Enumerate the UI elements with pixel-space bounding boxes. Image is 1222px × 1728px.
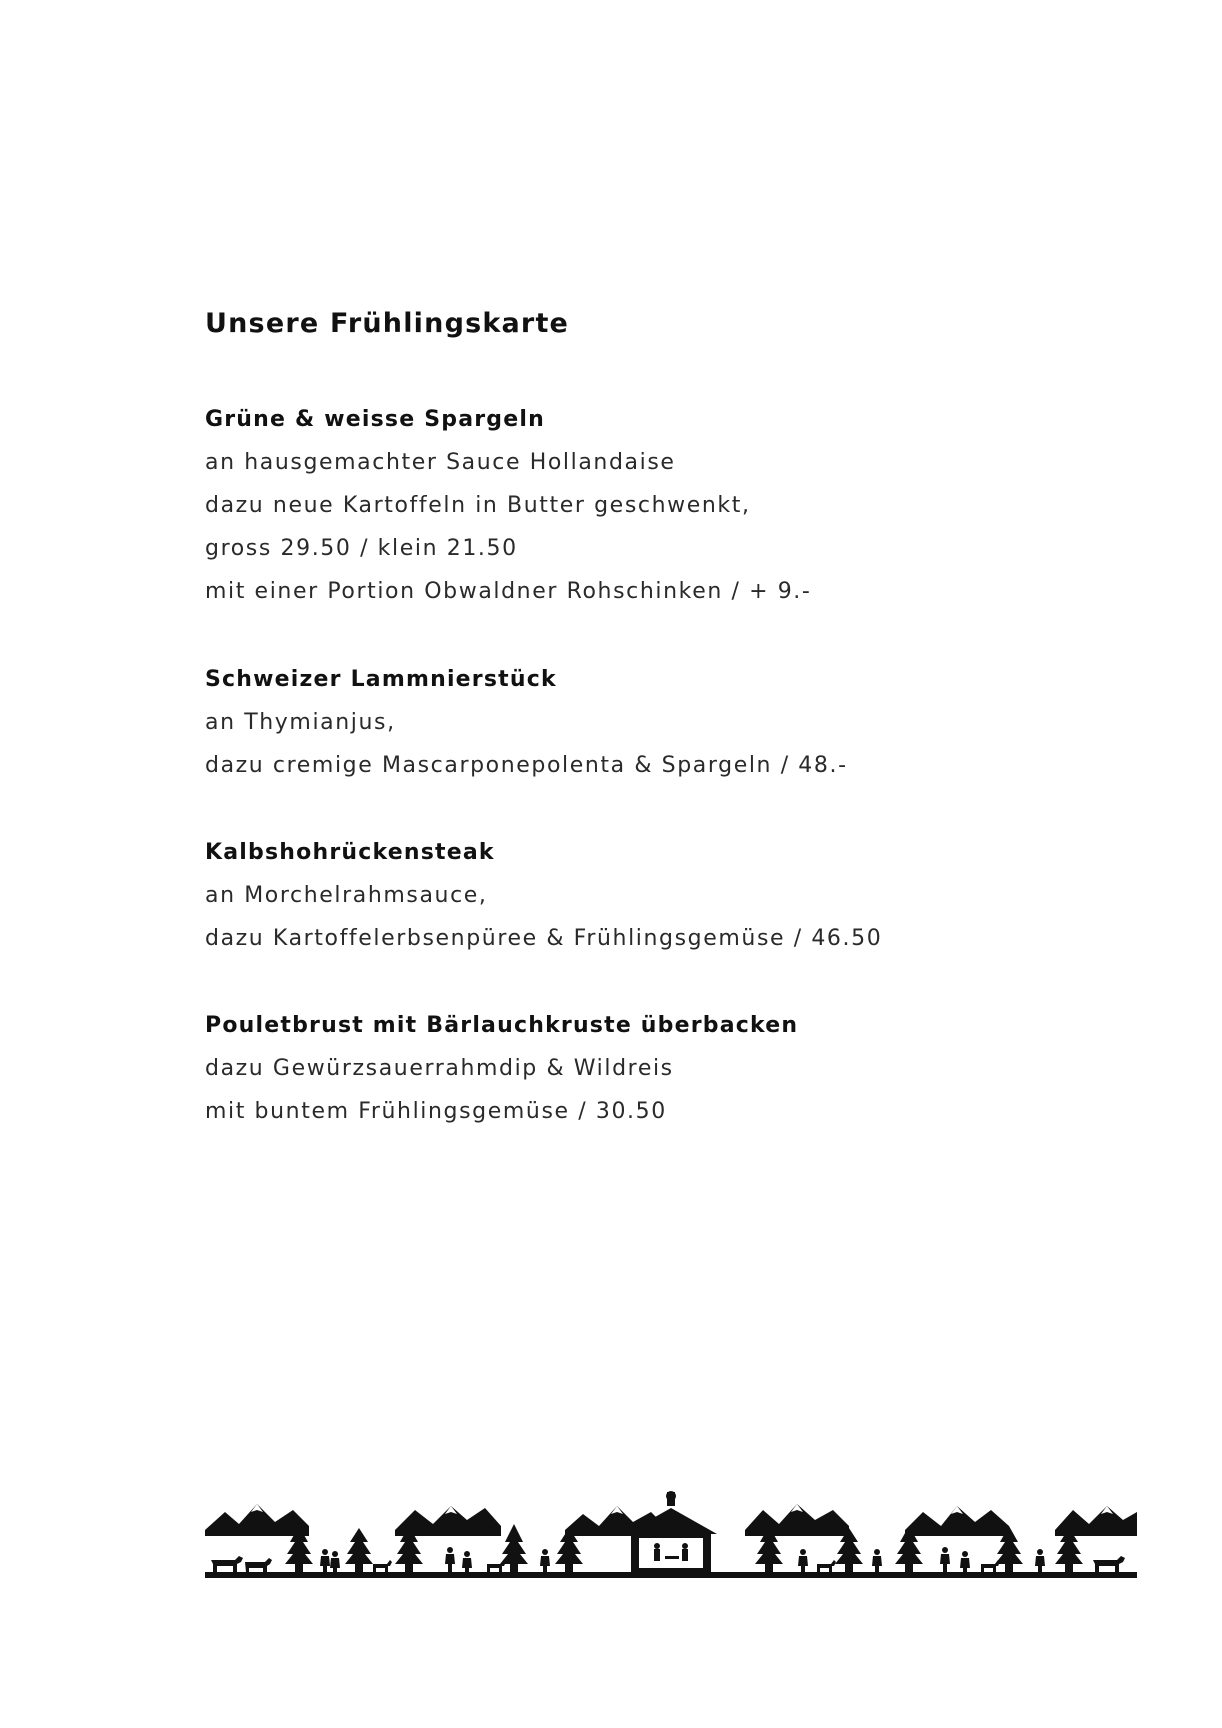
dish-description: an Thymianjus,	[205, 710, 396, 735]
dish-description: dazu neue Kartoffeln in Butter geschwenkt,	[205, 493, 751, 518]
dish-description: an Morchelrahmsauce,	[205, 883, 488, 908]
dish-description: an hausgemachter Sauce Hollandaise	[205, 450, 676, 475]
dish-name: Pouletbrust mit Bärlauchkruste überbacken	[205, 1013, 799, 1038]
dish-addon: mit einer Portion Obwaldner Rohschinken / + 9.-	[205, 579, 812, 604]
dish-name: Schweizer Lammnierstück	[205, 667, 557, 692]
dish-price: gross 29.50 / klein 21.50	[205, 536, 518, 561]
menu-item	[205, 1004, 798, 1133]
dish-name: Grüne & weisse Spargeln	[205, 407, 545, 432]
dish-description: dazu Gewürzsauerrahmdip & Wildreis	[205, 1056, 674, 1081]
menu-item	[205, 398, 811, 613]
menu-item	[205, 831, 882, 960]
menu-item	[205, 658, 848, 787]
dish-description: mit buntem Frühlingsgemüse / 30.50	[205, 1099, 667, 1124]
dish-name: Kalbshohrückensteak	[205, 840, 495, 865]
page-title: Unsere Frühlingskarte	[205, 308, 570, 339]
dish-description: dazu cremige Mascarponepolenta & Spargeln / 48.-	[205, 753, 848, 778]
dish-description: dazu Kartoffelerbsenpüree & Frühlingsgemüse / 46.50	[205, 926, 883, 951]
swiss-papercut-alpine-scene-icon	[205, 1490, 1137, 1580]
